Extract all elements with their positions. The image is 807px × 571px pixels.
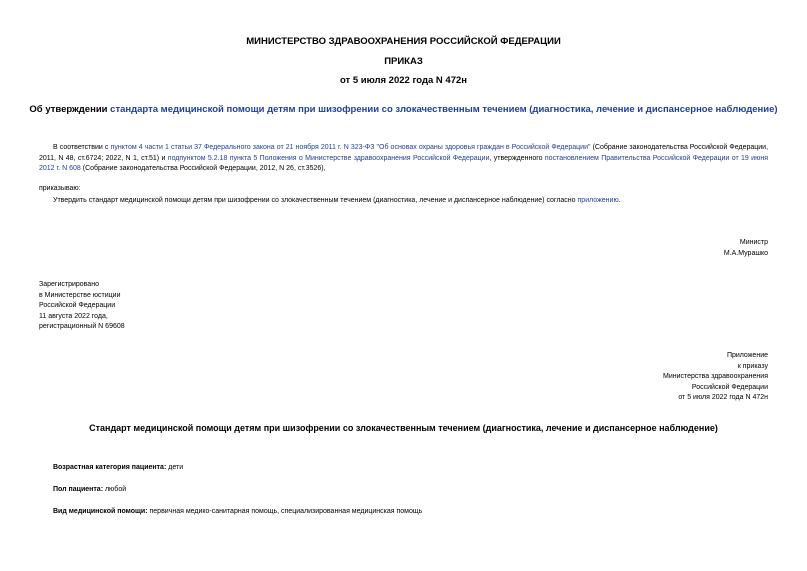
care-type-row <box>53 507 422 518</box>
order-text <box>53 196 768 207</box>
care-type-value: первичная медико-санитарная помощь, специализированная медицинская помощь <box>147 508 423 515</box>
age-category-value: дети <box>166 464 184 471</box>
age-category-label: Возрастная категория пациента: <box>53 464 167 471</box>
registration-line: 11 августа 2022 года, <box>39 312 108 320</box>
order-type-heading: ПРИКАЗ <box>384 56 423 67</box>
signature-role: Министр <box>739 239 768 246</box>
appendix-link[interactable]: приложению <box>577 197 619 204</box>
appendix-line: к приказу <box>737 362 768 370</box>
appendix-line: от 5 июля 2022 года N 472н <box>678 394 768 402</box>
sex-value: любой <box>103 486 127 493</box>
appendix-line: Российской Федерации <box>691 383 768 391</box>
preamble-text-4: (Собрание законодательства Российской Федерации, 2012, N 26, ст.3526), <box>80 165 326 173</box>
preamble-text-2: (Собрание законодательства Российской Федерации, 2011, N 48, ст.6724; 2022, N 1, ст.51) и <box>39 144 769 162</box>
order-title-link[interactable]: стандарта медицинской помощи детям при шизофрении со злокачественным течением (диагностика, лечение и диспансерное наблюдение) <box>110 104 778 115</box>
sex-row <box>53 485 126 496</box>
appendix-line: Приложение <box>726 352 768 359</box>
order-title <box>0 104 807 115</box>
standard-title: Стандарт медицинской помощи детям при шизофрении со злокачественным течением (диагностика, лечение и диспансерное наблюдение) <box>89 423 718 433</box>
sex-label: Пол пациента: <box>53 486 104 493</box>
registration-line: в Министерстве юстиции <box>39 291 121 299</box>
signature-name: М.А.Мурашко <box>723 249 768 257</box>
age-category-row <box>53 463 183 474</box>
registration-line: регистрационный N 69608 <box>39 323 125 331</box>
ministry-heading: МИНИСТЕРСТВО ЗДРАВООХРАНЕНИЯ РОССИЙСКОЙ ФЕДЕРАЦИИ <box>246 36 561 47</box>
order-text-end: . <box>618 197 621 204</box>
order-text-body: Утвердить стандарт медицинской помощи детям при шизофрении со злокачественным течением (диагностика, лечение и диспансерное наблюдение) согласно <box>53 197 578 204</box>
preamble-text-1: В соответствии с <box>53 144 111 151</box>
preamble-text-3: , утвержденного <box>489 154 545 162</box>
signature-block <box>568 238 768 259</box>
preamble-link-regulation[interactable]: подпунктом 5.2.18 пункта 5 Положения о Министерстве здравоохранения Российской Федерации <box>167 154 490 162</box>
preamble-link-resolution[interactable]: постановлением Правительства Российской Федерации от 19 июня 2012 г. N 608 <box>39 154 768 173</box>
order-date-number: от 5 июля 2022 года N 472н <box>339 75 468 86</box>
registration-line: Зарегистрировано <box>39 281 99 288</box>
preamble-link-law[interactable]: пунктом 4 части 1 статьи 37 Федерального закона от 21 ноября 2011 г. N 323-ФЗ "Об основах охраны здоровья граждан в Российской Федерации" <box>110 144 591 151</box>
registration-block <box>39 280 289 333</box>
order-title-prefix: Об утверждении <box>29 104 111 115</box>
preamble-paragraph <box>39 143 768 175</box>
care-type-label: Вид медицинской помощи: <box>53 508 148 515</box>
appendix-line: Министерства здравоохранения <box>663 373 768 381</box>
appendix-block <box>518 351 768 404</box>
registration-line: Российской Федерации <box>39 302 116 310</box>
order-verb: приказываю: <box>39 185 81 192</box>
